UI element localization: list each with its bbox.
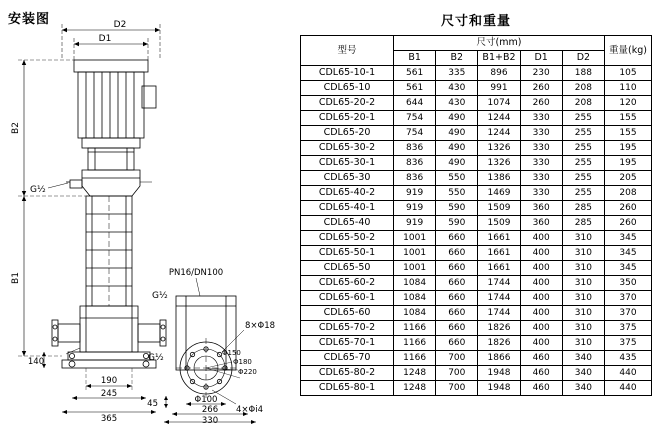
cell-d2: 208 <box>562 81 604 96</box>
cell-d1: 400 <box>520 276 562 291</box>
header-d2: D2 <box>562 51 604 66</box>
cell-weight: 345 <box>605 246 652 261</box>
table-row <box>301 186 652 201</box>
cell-d1: 360 <box>520 216 562 231</box>
cell-b2: 660 <box>436 231 478 246</box>
cell-b1: 1084 <box>394 306 436 321</box>
cell-b1: 561 <box>394 66 436 81</box>
cell-b2: 490 <box>436 126 478 141</box>
cell-d2: 310 <box>562 276 604 291</box>
cell-d2: 208 <box>562 96 604 111</box>
cell-b1-plus-b2: 1509 <box>478 216 520 231</box>
label-b1-left: B1 <box>11 272 21 284</box>
cell-d2: 255 <box>562 156 604 171</box>
cell-b2: 430 <box>436 96 478 111</box>
cell-d2: 310 <box>562 306 604 321</box>
cell-weight: 110 <box>605 81 652 96</box>
cell-b2: 660 <box>436 291 478 306</box>
table-title: 尺寸和重量 <box>440 14 511 29</box>
cell-b2: 335 <box>436 66 478 81</box>
table-body <box>301 66 652 396</box>
cell-model: CDL65-40-2 <box>301 186 394 201</box>
cell-b1: 644 <box>394 96 436 111</box>
cell-weight: 435 <box>605 351 652 366</box>
table-row <box>301 336 652 351</box>
label-bolt-spec-8: 8×Φ18 <box>245 321 276 331</box>
cell-b1-plus-b2: 991 <box>478 81 520 96</box>
cell-model: CDL65-40-1 <box>301 201 394 216</box>
cell-weight: 155 <box>605 126 652 141</box>
header-dims-group: 尺寸(mm) <box>394 36 605 51</box>
cell-d1: 400 <box>520 246 562 261</box>
dimensions-weight-table <box>300 35 652 396</box>
cell-d2: 255 <box>562 186 604 201</box>
cell-b1-plus-b2: 1866 <box>478 351 520 366</box>
cell-d2: 255 <box>562 171 604 186</box>
table-row <box>301 306 652 321</box>
cell-model: CDL65-20-2 <box>301 96 394 111</box>
cell-b1: 1001 <box>394 246 436 261</box>
cell-b1-plus-b2: 1469 <box>478 186 520 201</box>
header-d1: D1 <box>520 51 562 66</box>
label-dim-100: Φ100 <box>194 395 218 405</box>
cell-d1: 400 <box>520 306 562 321</box>
cell-b1-plus-b2: 1074 <box>478 96 520 111</box>
table-row <box>301 351 652 366</box>
cell-b1: 836 <box>394 171 436 186</box>
cell-b1: 1084 <box>394 291 436 306</box>
cell-b2: 660 <box>436 276 478 291</box>
cell-model: CDL65-50-1 <box>301 246 394 261</box>
table-row <box>301 366 652 381</box>
label-g-half-right: G½ <box>152 291 168 301</box>
cell-b1: 754 <box>394 111 436 126</box>
cell-b2: 660 <box>436 336 478 351</box>
cell-b2: 660 <box>436 246 478 261</box>
cell-model: CDL65-30-2 <box>301 141 394 156</box>
cell-d1: 330 <box>520 141 562 156</box>
cell-weight: 105 <box>605 66 652 81</box>
cell-b1: 1001 <box>394 261 436 276</box>
cell-d2: 340 <box>562 381 604 396</box>
cell-d1: 230 <box>520 66 562 81</box>
table-row <box>301 276 652 291</box>
table-row <box>301 231 652 246</box>
cell-b1: 836 <box>394 156 436 171</box>
cell-d2: 255 <box>562 126 604 141</box>
label-flange-spec: PN16/DN100 <box>168 268 224 278</box>
table-row <box>301 246 652 261</box>
label-dia-220: Φ220 <box>238 368 257 376</box>
cell-b1: 1001 <box>394 231 436 246</box>
cell-b1-plus-b2: 1509 <box>478 201 520 216</box>
cell-d2: 310 <box>562 246 604 261</box>
table-head <box>301 36 652 66</box>
cell-d2: 310 <box>562 336 604 351</box>
header-b2: B2 <box>436 51 478 66</box>
label-d1-top: D1 <box>98 34 112 44</box>
table-row <box>301 321 652 336</box>
cell-b1: 561 <box>394 81 436 96</box>
cell-b2: 700 <box>436 351 478 366</box>
cell-d2: 340 <box>562 366 604 381</box>
cell-b2: 490 <box>436 156 478 171</box>
table-row <box>301 126 652 141</box>
cell-b1-plus-b2: 1826 <box>478 321 520 336</box>
cell-model: CDL65-60 <box>301 306 394 321</box>
cell-d1: 460 <box>520 351 562 366</box>
installation-drawing-panel <box>0 0 298 427</box>
cell-d2: 285 <box>562 216 604 231</box>
cell-b1: 754 <box>394 126 436 141</box>
label-bolt-spec-4: 4×Φi4 <box>236 405 263 415</box>
cell-model: CDL65-70 <box>301 351 394 366</box>
header-weight: 重量(kg) <box>605 36 652 66</box>
cell-model: CDL65-70-2 <box>301 321 394 336</box>
drawing-canvas <box>0 0 298 427</box>
cell-model: CDL65-10-1 <box>301 66 394 81</box>
cell-b1: 1248 <box>394 381 436 396</box>
cell-b2: 590 <box>436 201 478 216</box>
cell-d2: 340 <box>562 351 604 366</box>
label-g-half-upper-left: G½ <box>30 185 46 195</box>
cell-b1-plus-b2: 1948 <box>478 366 520 381</box>
pump-assembly-svg <box>0 0 298 427</box>
label-dim-365: 365 <box>100 414 118 424</box>
cell-d2: 310 <box>562 291 604 306</box>
cell-weight: 195 <box>605 156 652 171</box>
header-b1: B1 <box>394 51 436 66</box>
cell-d2: 255 <box>562 111 604 126</box>
cell-b1: 836 <box>394 141 436 156</box>
cell-b1-plus-b2: 1744 <box>478 306 520 321</box>
cell-b1-plus-b2: 1744 <box>478 276 520 291</box>
cell-b1-plus-b2: 1244 <box>478 111 520 126</box>
cell-weight: 205 <box>605 171 652 186</box>
table-header-row-1 <box>301 36 652 51</box>
cell-b1: 1166 <box>394 321 436 336</box>
header-b1-plus-b2: B1+B2 <box>478 51 520 66</box>
cell-model: CDL65-80-2 <box>301 366 394 381</box>
cell-weight: 350 <box>605 276 652 291</box>
cell-model: CDL65-30 <box>301 171 394 186</box>
cell-b2: 660 <box>436 321 478 336</box>
cell-d1: 330 <box>520 186 562 201</box>
cell-d1: 460 <box>520 381 562 396</box>
cell-b1: 1166 <box>394 336 436 351</box>
cell-weight: 440 <box>605 366 652 381</box>
cell-d2: 310 <box>562 261 604 276</box>
cell-b2: 590 <box>436 216 478 231</box>
cell-b1-plus-b2: 1744 <box>478 291 520 306</box>
cell-b1-plus-b2: 1386 <box>478 171 520 186</box>
cell-d1: 260 <box>520 96 562 111</box>
cell-b2: 490 <box>436 141 478 156</box>
spec-table-panel <box>300 8 652 396</box>
label-g-half-lower: G½ <box>148 353 164 363</box>
cell-weight: 195 <box>605 141 652 156</box>
label-b2-left: B2 <box>11 122 21 134</box>
cell-b1-plus-b2: 1661 <box>478 246 520 261</box>
label-dim-266: 266 <box>201 405 219 415</box>
label-dia-150: Φ150 <box>222 349 241 357</box>
cell-weight: 155 <box>605 111 652 126</box>
cell-d1: 260 <box>520 81 562 96</box>
cell-b2: 700 <box>436 366 478 381</box>
cell-d1: 330 <box>520 171 562 186</box>
cell-b2: 700 <box>436 381 478 396</box>
cell-b1-plus-b2: 1326 <box>478 141 520 156</box>
cell-b1-plus-b2: 1244 <box>478 126 520 141</box>
cell-model: CDL65-10 <box>301 81 394 96</box>
cell-b2: 660 <box>436 261 478 276</box>
cell-d2: 255 <box>562 141 604 156</box>
label-dim-245: 245 <box>100 389 118 399</box>
cell-d2: 310 <box>562 231 604 246</box>
cell-d2: 310 <box>562 321 604 336</box>
cell-b2: 490 <box>436 111 478 126</box>
cell-model: CDL65-40 <box>301 216 394 231</box>
header-model: 型号 <box>301 36 394 66</box>
cell-model: CDL65-60-1 <box>301 291 394 306</box>
cell-weight: 375 <box>605 336 652 351</box>
label-dim-330: 330 <box>201 416 219 426</box>
cell-model: CDL65-70-1 <box>301 336 394 351</box>
label-dia-180: Φ180 <box>233 358 252 366</box>
cell-d1: 360 <box>520 201 562 216</box>
cell-weight: 370 <box>605 291 652 306</box>
cell-d2: 285 <box>562 201 604 216</box>
cell-d2: 188 <box>562 66 604 81</box>
cell-weight: 370 <box>605 306 652 321</box>
cell-b2: 550 <box>436 186 478 201</box>
cell-d1: 460 <box>520 366 562 381</box>
table-row <box>301 156 652 171</box>
cell-b1-plus-b2: 896 <box>478 66 520 81</box>
cell-d1: 330 <box>520 126 562 141</box>
cell-b2: 660 <box>436 306 478 321</box>
cell-weight: 120 <box>605 96 652 111</box>
cell-weight: 208 <box>605 186 652 201</box>
cell-d1: 400 <box>520 336 562 351</box>
cell-b1-plus-b2: 1826 <box>478 336 520 351</box>
cell-d1: 400 <box>520 291 562 306</box>
table-row <box>301 291 652 306</box>
cell-b1: 919 <box>394 216 436 231</box>
cell-model: CDL65-20 <box>301 126 394 141</box>
cell-model: CDL65-60-2 <box>301 276 394 291</box>
cell-b1-plus-b2: 1661 <box>478 261 520 276</box>
cell-weight: 345 <box>605 231 652 246</box>
table-row <box>301 261 652 276</box>
label-dim-45: 45 <box>147 399 158 409</box>
cell-b1-plus-b2: 1948 <box>478 381 520 396</box>
cell-weight: 440 <box>605 381 652 396</box>
cell-b1: 919 <box>394 186 436 201</box>
table-row <box>301 141 652 156</box>
cell-weight: 345 <box>605 261 652 276</box>
cell-d1: 400 <box>520 231 562 246</box>
cell-d1: 400 <box>520 261 562 276</box>
cell-b1: 1248 <box>394 366 436 381</box>
table-row <box>301 111 652 126</box>
cell-b1: 1166 <box>394 351 436 366</box>
cell-d1: 330 <box>520 156 562 171</box>
cell-b1: 1084 <box>394 276 436 291</box>
table-row <box>301 381 652 396</box>
label-dim-190: 190 <box>100 376 118 386</box>
cell-model: CDL65-30-1 <box>301 156 394 171</box>
cell-model: CDL65-50-2 <box>301 231 394 246</box>
cell-d1: 400 <box>520 321 562 336</box>
table-row <box>301 66 652 81</box>
cell-b1-plus-b2: 1326 <box>478 156 520 171</box>
cell-weight: 375 <box>605 321 652 336</box>
cell-weight: 260 <box>605 216 652 231</box>
drawing-title: 安装图 <box>8 12 51 27</box>
label-dim-140: 140 <box>27 357 45 367</box>
label-d2-top: D2 <box>113 20 127 30</box>
cell-b2: 430 <box>436 81 478 96</box>
cell-weight: 260 <box>605 201 652 216</box>
table-row <box>301 81 652 96</box>
cell-b2: 550 <box>436 171 478 186</box>
table-row <box>301 201 652 216</box>
cell-b1: 919 <box>394 201 436 216</box>
cell-model: CDL65-50 <box>301 261 394 276</box>
cell-d1: 330 <box>520 111 562 126</box>
cell-model: CDL65-20-1 <box>301 111 394 126</box>
table-row <box>301 216 652 231</box>
table-row <box>301 96 652 111</box>
cell-model: CDL65-80-1 <box>301 381 394 396</box>
cell-b1-plus-b2: 1661 <box>478 231 520 246</box>
table-row <box>301 171 652 186</box>
